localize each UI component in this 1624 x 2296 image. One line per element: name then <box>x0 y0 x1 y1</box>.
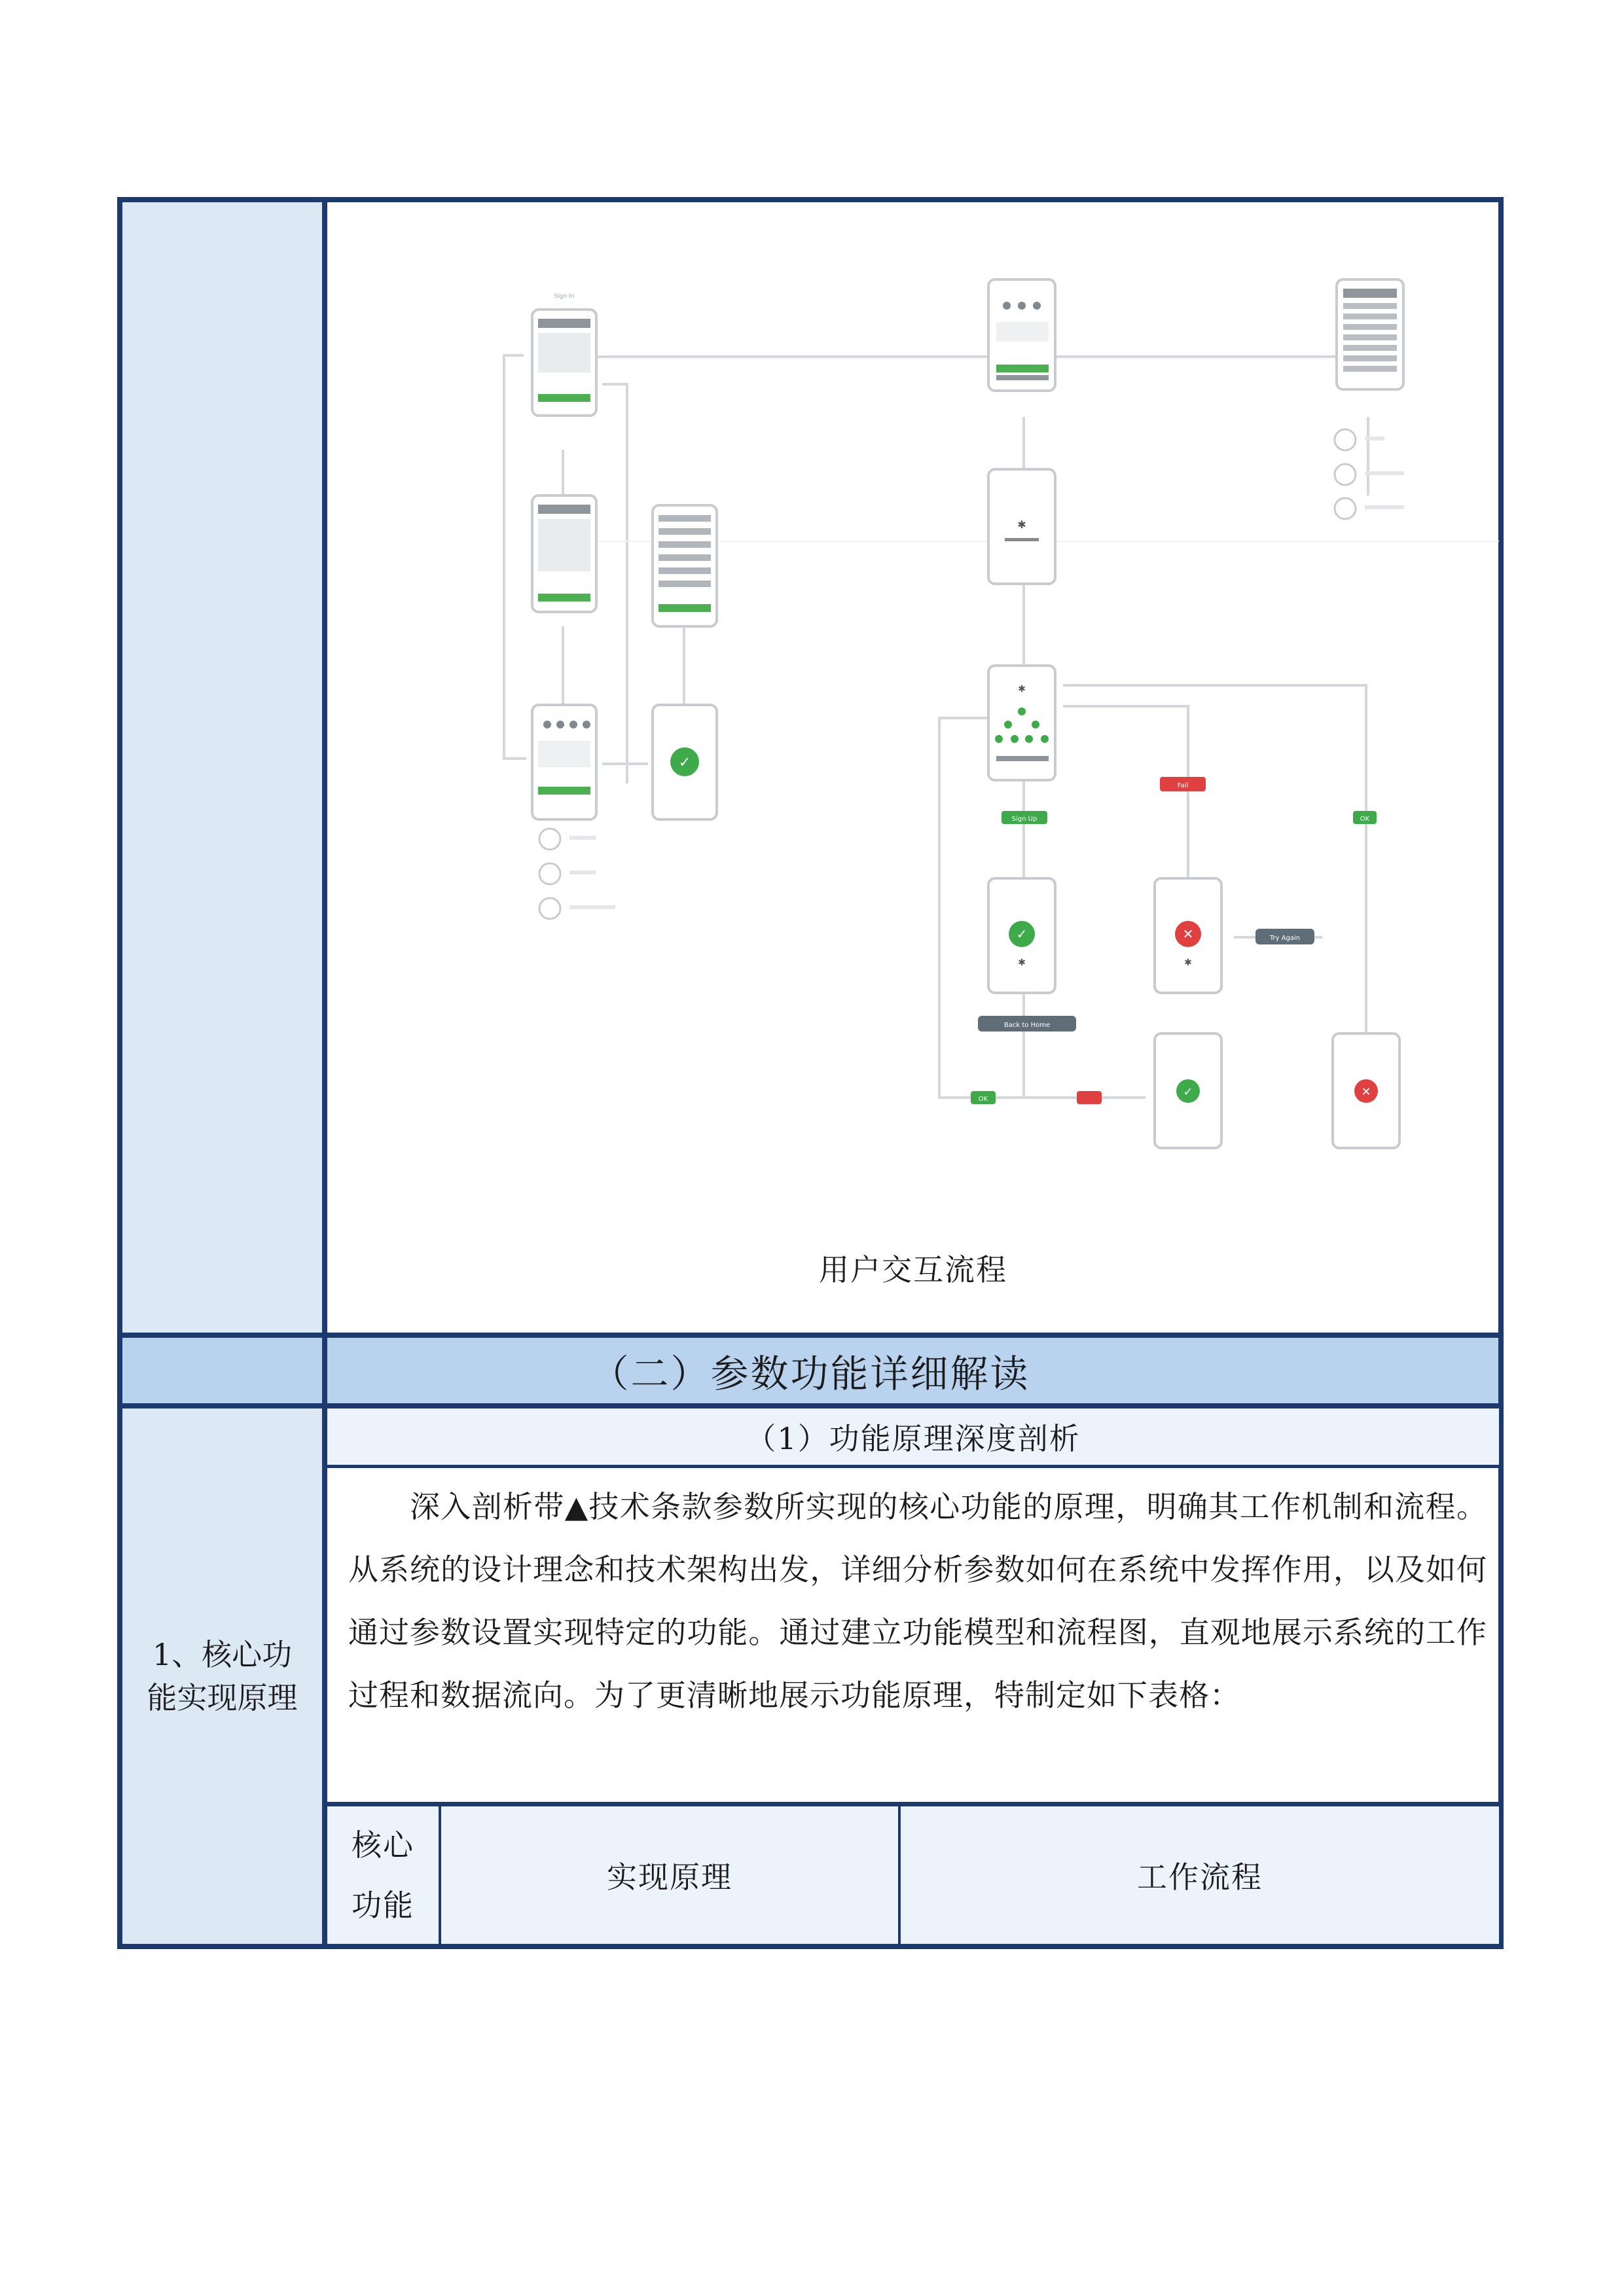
svg-text:Fail: Fail <box>1177 782 1189 789</box>
table-header-core-function: 核心功能 <box>327 1806 439 1944</box>
svg-text:Back to Home: Back to Home <box>1003 1022 1051 1029</box>
phone-loading-screen <box>988 469 1055 584</box>
phone-tree-screen <box>988 666 1055 780</box>
badge-green-3 <box>971 1091 996 1104</box>
svg-text:✕: ✕ <box>1182 926 1194 942</box>
svg-text:✱: ✱ <box>1184 958 1192 968</box>
badge-green-1 <box>1001 811 1047 824</box>
svg-text:Sign Up: Sign Up <box>1011 816 1038 823</box>
badge-green-2 <box>1353 811 1377 824</box>
flow-diagram-figure <box>327 207 1499 1331</box>
divider <box>122 1333 1498 1338</box>
phone-ok-screen <box>988 878 1055 993</box>
phone-list-screen <box>653 505 717 626</box>
phone-welcome-screen <box>988 279 1055 391</box>
divider <box>122 1403 1498 1408</box>
table-header-principle: 实现原理 <box>441 1806 898 1944</box>
document-table <box>117 197 1504 1949</box>
svg-text:✱: ✱ <box>1017 518 1026 531</box>
svg-text:Sign In: Sign In <box>554 293 575 300</box>
figure-caption: 用户交互流程 <box>819 1252 1007 1287</box>
svg-text:OK: OK <box>1360 816 1370 823</box>
divider <box>439 1806 441 1944</box>
phone-error-screen <box>1155 878 1221 993</box>
phone-login-screen <box>532 293 596 416</box>
svg-text:✱: ✱ <box>1018 958 1026 968</box>
phone-complete-screen <box>1155 1033 1221 1148</box>
user-flow-diagram <box>327 207 1499 1229</box>
subsection-title: （1）功能原理深度剖析 <box>327 1408 1499 1465</box>
figure-row-left-cell <box>122 202 322 1333</box>
svg-text:✕: ✕ <box>1361 1085 1371 1099</box>
divider <box>898 1806 901 1944</box>
phone-pin-screen <box>532 705 615 919</box>
divider <box>322 202 327 1944</box>
svg-text:Try Again: Try Again <box>1269 935 1301 942</box>
badge-red-1 <box>1160 777 1206 791</box>
svg-text:✓: ✓ <box>1183 1085 1193 1099</box>
phone-form-screen <box>532 495 596 612</box>
divider <box>327 1465 1499 1468</box>
phone-failed-screen <box>1333 1033 1399 1148</box>
svg-text:OK: OK <box>978 1096 988 1103</box>
svg-text:✓: ✓ <box>1016 926 1028 942</box>
svg-text:✱: ✱ <box>1018 684 1026 694</box>
badge-dark-1 <box>1255 929 1314 944</box>
phone-success-screen <box>653 705 717 819</box>
body-paragraph: 深入剖析带▲技术条款参数所实现的核心功能的原理，明确其工作机制和流程。从系统的设计理念和技术架构出发，详细分析参数如何在系统中发挥作用，以及如何通过参数设置实现特定的功能。通过建立功能模型和流程图，直观地展示系统的工作过程和数据流向。为了更清晰地展示功能原理，特制定如下表格： <box>348 1489 1487 1713</box>
section-title: （二）参数功能详细解读 <box>122 1338 1498 1403</box>
svg-text:✓: ✓ <box>678 755 691 771</box>
badge-dark-2 <box>978 1016 1076 1031</box>
badge-red-3 <box>1077 1091 1102 1104</box>
divider <box>327 1802 1499 1806</box>
row-label-core-function: 1、核心功能实现原理 <box>147 1637 298 1715</box>
table-header-workflow: 工作流程 <box>901 1806 1499 1944</box>
